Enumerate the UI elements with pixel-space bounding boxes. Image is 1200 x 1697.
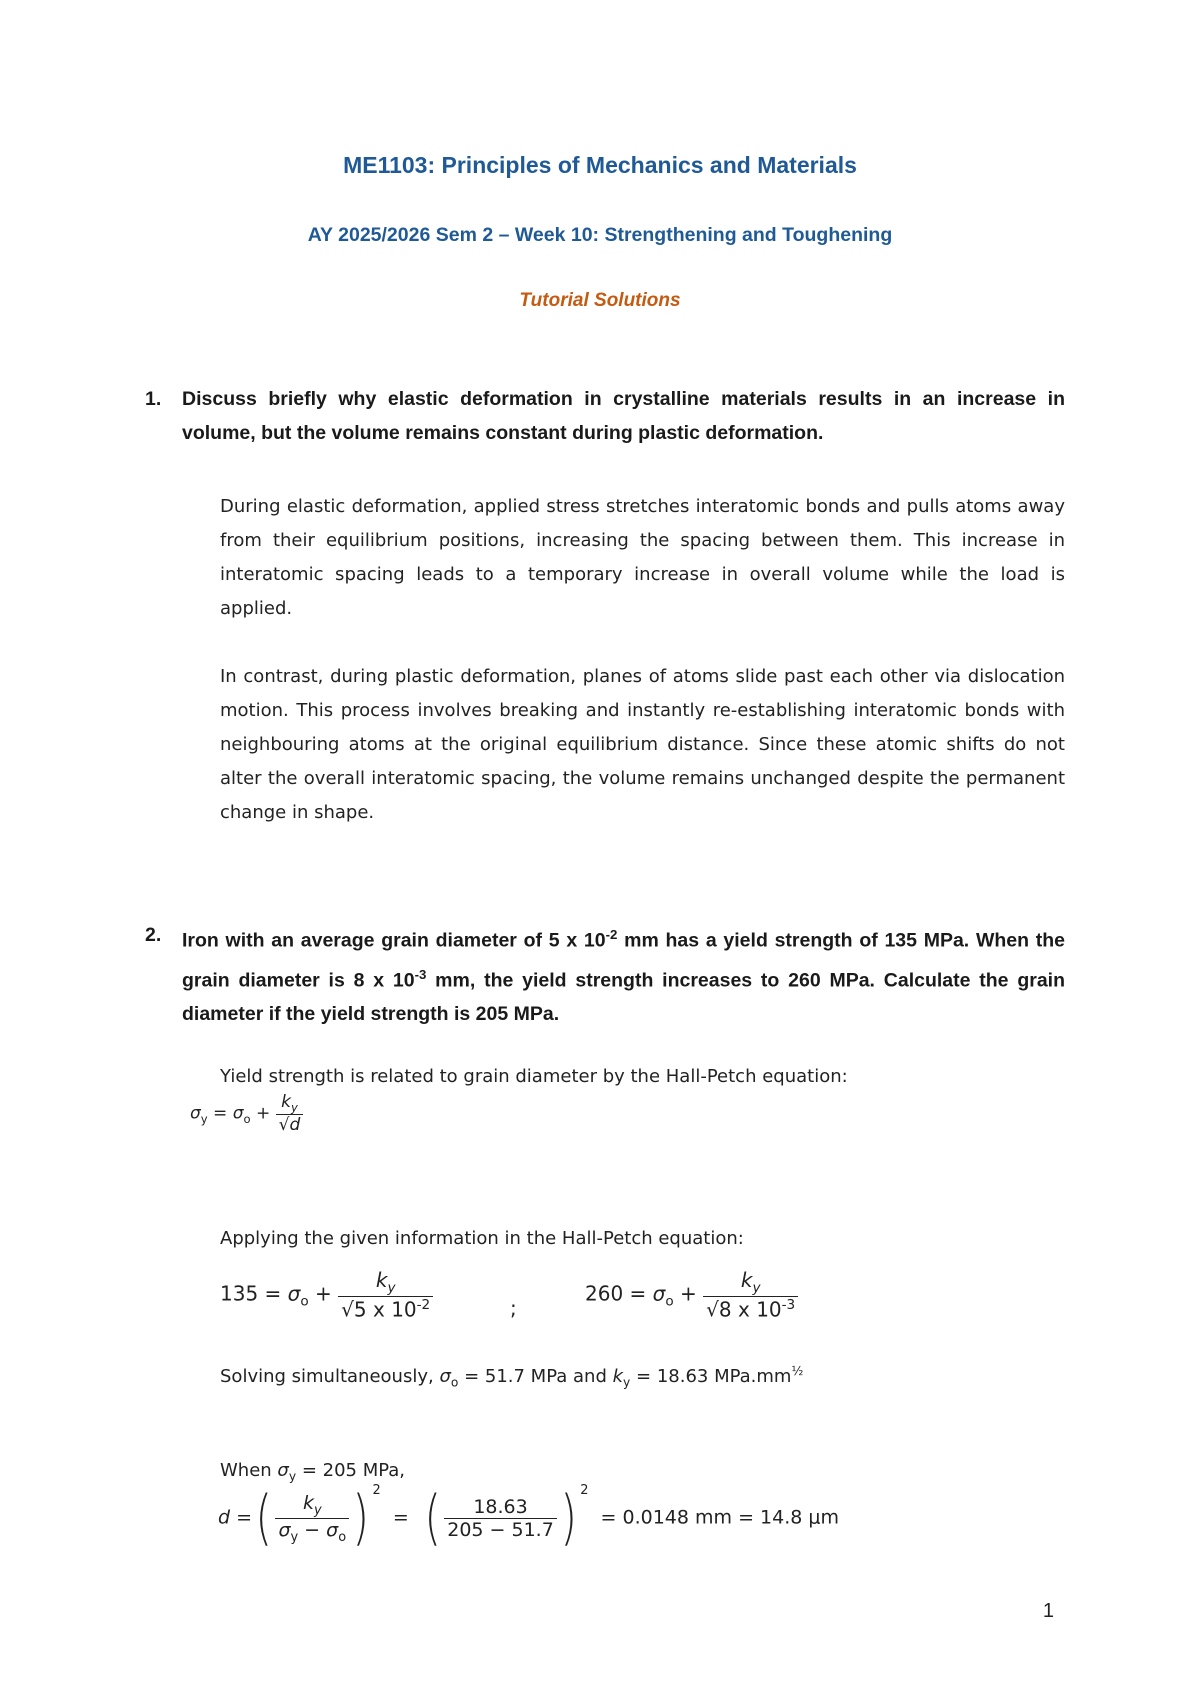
solving-result: Solving simultaneously, $\sigma_o = 51.7$ MPa and $k_y = 18.63$ $MPa.mm^{\frac{1}{2}}$ — [220, 1364, 804, 1390]
document-subtitle: Tutorial Solutions — [519, 290, 681, 311]
equation-2: $260 = \sigma_o$ + $\frac{k_y}{√8 x 10^{-3}}$ — [585, 1268, 798, 1322]
question-2-number: 2. — [145, 924, 162, 946]
question-1-text: Discuss briefly why elastic deformation in crystalline materials results in an increase in volume, but the volume remains constant during plastic deformation. — [182, 388, 1065, 444]
page-number: 1 — [1042, 1600, 1054, 1622]
hall-petch-intro: Yield strength is related to grain diameter by the Hall-Petch equation: — [220, 1066, 848, 1087]
equation-1: $135 = \sigma_o$ + $\frac{k_y}{√5 x 10^{-2}}$ — [220, 1268, 433, 1322]
hall-petch-equation: $\sigma_y = \sigma_o$ + $\frac{k_y}{√d}$ — [190, 1092, 303, 1135]
question-2 — [145, 918, 1065, 1031]
question-1-number: 1. — [145, 388, 162, 410]
question-1 — [145, 382, 1065, 450]
answer-1-paragraph-2: In contrast, during plastic deformation, planes of atoms slide past each other via dislocation motion. This process involves breaking and instantly re-establishing interatomic bonds with neighbouring atoms at the original equilibrium distance. Since these atomic shifts do not alter the overall interatomic spacing, the volume remains unchanged despite the permanent change in shape. — [220, 666, 1065, 823]
final-calculation: d =( $\frac{k_y}{\sigma_y - \sigma_o}$ ) $^2$ = ( $\frac{18.63}{205 - 51.7}$ ) $^2$ = 0.0148 mm = 14.8 μm — [218, 1483, 839, 1553]
when-condition: When $\sigma_y = 205$ MPa, — [220, 1460, 406, 1484]
question-2-text: Iron with an average grain diameter of 5 x $10^{-2}$ mm has a yield strength of 135 MPa. When the grain diameter is 8 x $10^{-3}$ mm, the yield strength increases to 260 MPa. Calculate the grain diameter if the yield strength is 205 MPa. — [182, 927, 1065, 1025]
answer-1 — [220, 490, 1065, 830]
equation-separator: ; — [510, 1296, 517, 1320]
week-title: AY 2025/2026 Sem 2 – Week 10: Strengthening and Toughening — [307, 224, 893, 246]
course-title: ME1103: Principles of Mechanics and Materials — [343, 152, 857, 178]
answer-1-paragraph-1: During elastic deformation, applied stress stretches interatomic bonds and pulls atoms away from their equilibrium positions, increasing the spacing between them. This increase in interatomic spacing leads to a temporary increase in overall volume while the load is applied. — [220, 496, 1065, 619]
applying-text: Applying the given information in the Hall-Petch equation: — [220, 1228, 744, 1249]
